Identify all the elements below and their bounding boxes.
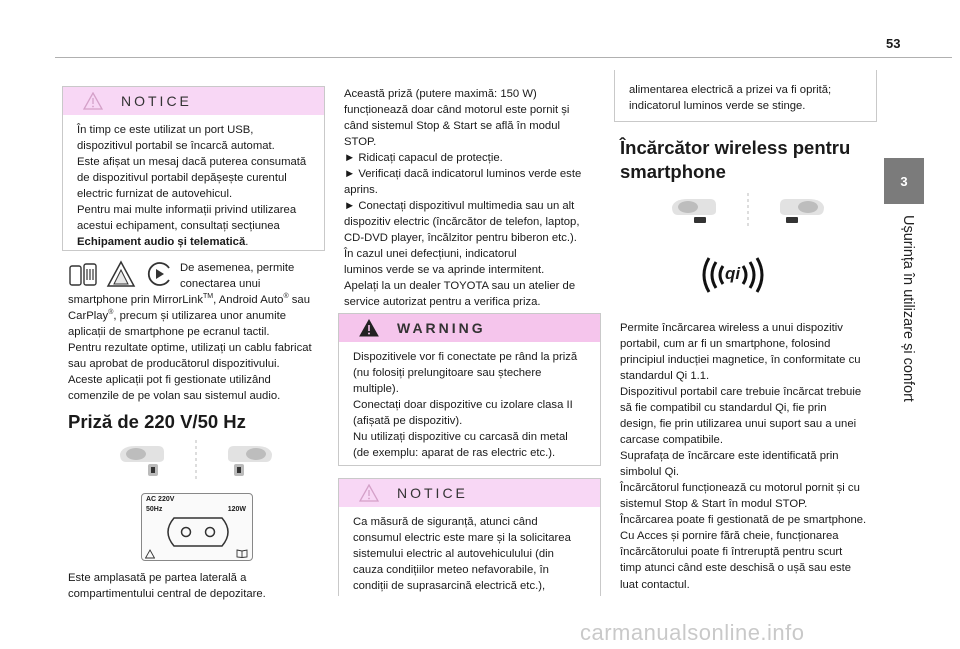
warning-header — [339, 314, 600, 342]
text-line: Încărcătorul funcționează cu motorul pornit și cu — [620, 482, 860, 495]
notice-label: NOTICE — [397, 485, 468, 501]
notice-line: alimentarea electrică a prizei va fi oprită; — [629, 84, 832, 96]
text-line: STOP. — [344, 136, 377, 149]
section-heading-socket: Priză de 220 V/50 Hz — [68, 411, 246, 432]
text-line: simbolul Qi. — [620, 466, 680, 479]
text-line: CarPlay®, precum și utilizarea unor anumite — [68, 309, 287, 323]
text-line: design, fie prin utilizarea unui suport sau a unei — [620, 418, 857, 431]
text-line: portabil, cum ar fi un smartphone, folosind — [620, 338, 831, 351]
heading-line: Încărcător wireless pentru — [620, 137, 851, 158]
chapter-title: Ușurința în utilizare și confort — [900, 215, 916, 402]
notice-line: consumul electric este mare și la solicitarea — [353, 532, 571, 545]
warning-triangle-icon — [83, 92, 103, 110]
chapter-tab[interactable]: 3 — [884, 158, 924, 204]
notice-label: NOTICE — [121, 93, 192, 109]
text-line: Suprafața de încărcare este identificată prin — [620, 450, 839, 463]
section-heading-wireless — [620, 136, 850, 183]
warning-line: (nu folosiți prelungitoare sau ștechere — [353, 367, 542, 380]
warning-line: (afișată pe dispozitiv). — [353, 415, 463, 428]
text-line: timp atunci când este deschisă o ușă sau este — [620, 562, 852, 575]
notice-line: cauza condițiilor meteo nefavorabile, în — [353, 564, 549, 577]
notice-header — [63, 87, 324, 115]
warning-box — [338, 313, 601, 466]
text-line: Apelați la un dealer TOYOTA sau un atelier de — [344, 280, 576, 293]
notice-line: indicatorul luminos verde se stinge. — [629, 100, 806, 113]
android-auto-icon — [106, 260, 136, 288]
text-line: dispozitiv electric (încărcător de telefon, laptop, — [344, 216, 580, 229]
mirrorlink-icon — [68, 262, 98, 288]
warning-triangle-icon — [359, 319, 379, 337]
text-line: Pentru rezultate optime, utilizați un cablu fabricat — [68, 342, 312, 355]
text-line: conectarea unui — [180, 278, 261, 291]
warning-line: Conectați doar dispozitive cu izolare clasa II — [353, 399, 573, 412]
notice-line: Pentru mai multe informații privind utilizarea — [77, 204, 297, 217]
text-line: ► Ridicați capacul de protecție. — [344, 152, 503, 165]
socket-outlet-icon — [160, 516, 236, 548]
notice-box-usb — [62, 86, 325, 251]
text-line: smartphone prin MirrorLink™, Android Auto® sau — [68, 293, 310, 306]
text-line: funcționează doar când motorul este pornit și — [344, 104, 570, 117]
qi-symbol — [697, 250, 769, 300]
warning-line: multiple). — [353, 383, 399, 396]
notice-line: electric furnizat de autovehicul. — [77, 188, 233, 201]
notice-header — [339, 479, 600, 507]
warning-triangle-icon — [359, 484, 379, 502]
notice-line: sistemului electric al autovehiculului (din — [353, 548, 554, 561]
notice-line: Ca măsură de siguranță, atunci când — [353, 516, 538, 528]
text-line: Permite încărcarea wireless a unui dispozitiv — [620, 322, 843, 334]
notice-box-safety — [338, 478, 601, 596]
notice-line: condiții de suprasarcină electrică etc.), — [353, 580, 546, 593]
text-line: ► Conectați dispozitivul multimedia sau un alt — [344, 200, 575, 213]
text-line: De asemenea, permite — [180, 262, 295, 274]
notice-line: dispozitivul portabil se încarcă automat. — [77, 140, 275, 153]
carplay-icon — [145, 260, 173, 288]
text-line: Încărcarea poate fi gestionată de pe smartphone. — [620, 514, 867, 527]
header-divider — [55, 57, 952, 58]
page-number: 53 — [886, 36, 901, 51]
socket-voltage-label: AC 220V — [146, 496, 175, 503]
text-line: CD-DVD player, încălzitor pentru biberon etc.). — [344, 232, 577, 245]
socket-diagram — [141, 493, 253, 561]
socket-frequency-label: 50Hz — [146, 506, 163, 513]
warning-line: Nu utilizați dispozitive cu carcasă din metal — [353, 431, 568, 444]
text-line: aplicații de smartphone pe ecranul tactil. — [68, 326, 270, 339]
socket-power-label: 120W — [227, 506, 246, 513]
socket-warning-icon — [145, 549, 155, 559]
warning-line: (de exemplu: aparat de ras electric etc.). — [353, 447, 556, 460]
notice-body — [339, 507, 600, 602]
text-line: ► Verificați dacă indicatorul luminos verde este — [344, 168, 582, 181]
warning-body — [339, 342, 600, 469]
notice-body — [615, 70, 876, 122]
section-reference-link[interactable]: Echipament audio și telematică — [77, 236, 246, 249]
text-line: service autorizat pentru a verifica priza. — [344, 296, 541, 309]
car-dashboard-charger-illustration — [668, 193, 828, 229]
qi-label: qi — [725, 264, 741, 283]
notice-line: În timp ce este utilizat un port USB, — [77, 124, 254, 136]
notice-line: de dispozitivul portabil depășește curentul — [77, 172, 287, 185]
socket-usage-text — [344, 86, 581, 310]
notice-line: acestui echipament, consultați secțiunea — [77, 220, 280, 233]
text-line: În cazul unei defecțiuni, indicatorul — [344, 248, 517, 261]
text-line: Aceste aplicații pot fi gestionate utilizând — [68, 374, 271, 387]
text-line: luat contactul. — [620, 578, 690, 591]
socket-location-text — [68, 570, 266, 602]
text-line: Cu Acces și pornire fără cheie, funcționarea — [620, 530, 839, 543]
text-line: să fie compatibil cu standardul Qi, fie prin — [620, 402, 827, 415]
mirrorlink-text — [180, 260, 294, 292]
text-line: principiul inducției magnetice, în conformitate cu — [620, 354, 861, 367]
text-line: comenzile de pe volan sau sistemul audio. — [68, 390, 281, 403]
text-line: Este amplasată pe partea laterală a — [68, 572, 247, 584]
text-line: standardul Qi 1.1. — [620, 370, 710, 383]
text-line: încărcătorului poate fi întreruptă pentru scurt — [620, 546, 843, 559]
text-line: sistemul Stop & Start în modul STOP. — [620, 498, 808, 511]
notice-line: Este afișat un mesaj dacă puterea consumată — [77, 156, 307, 169]
text-line: luminos verde se va aprinde intermitent. — [344, 264, 545, 277]
wireless-charger-text — [620, 320, 866, 593]
text-line: carcase compatibile. — [620, 434, 723, 447]
text-line: sau aprobat de producătorul dispozitivului. — [68, 358, 280, 371]
text-line: când sistemul Stop & Start se află în modul — [344, 120, 561, 133]
heading-line: smartphone — [620, 160, 726, 182]
mirrorlink-text-body — [68, 292, 312, 404]
text-line: Dispozitivul portabil care trebuie încărcat trebuie — [620, 386, 862, 399]
warning-line: Dispozitivele vor fi conectate pe rând la priză — [353, 351, 578, 363]
watermark: carmanualsonline.info — [580, 620, 805, 645]
warning-label: WARNING — [397, 320, 486, 336]
text-line: Această priză (putere maximă: 150 W) — [344, 88, 537, 100]
text-line: aprins. — [344, 184, 378, 197]
notice-body — [63, 115, 324, 258]
car-dashboard-location-illustration — [116, 440, 276, 480]
notice-line-suffix: . — [245, 236, 249, 249]
text-line: compartimentului central de depozitare. — [68, 588, 266, 601]
notice-box-continuation — [614, 70, 877, 122]
socket-manual-icon — [236, 548, 248, 558]
